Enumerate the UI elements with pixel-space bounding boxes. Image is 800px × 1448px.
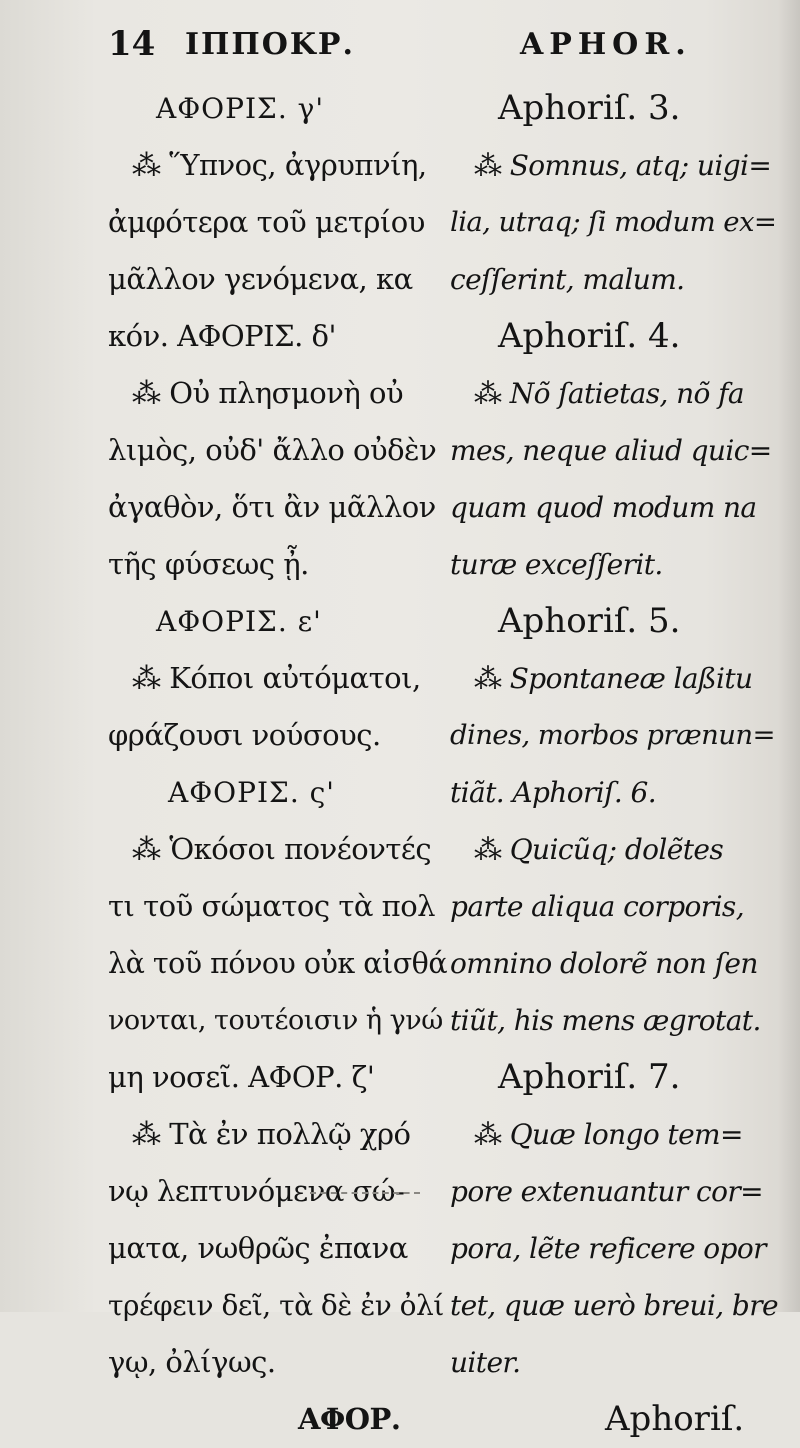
text-line: uiter. [450, 1346, 521, 1379]
text-line: ⁂ Κόποι αὐτόματοι, [132, 661, 421, 695]
aphorism-heading: ΑΦΟΡΙΣ. γ' [156, 92, 325, 125]
text-line: tiũt, his mens ægrotat. [450, 1004, 761, 1037]
text-line: ἀγαθὸν, ὅτι ἂν μᾶλλον [108, 490, 436, 524]
text-line: μη νοσεῖ. ΑΦΟΡ. ζ' [108, 1060, 375, 1094]
dashed-rule [310, 1192, 420, 1194]
page-edge-shadow [778, 0, 800, 1312]
latin-text-column [450, 80, 780, 1448]
text-line: quam quod modum na [450, 491, 757, 524]
text-line: ⁂ Quæ longo tem= [474, 1118, 743, 1151]
text-line: ⁂ Quicũq; dolẽtes [474, 833, 724, 866]
text-line: lia, utraq; ſi modum ex= [450, 206, 777, 238]
running-title-greek: ΙΠΠΟΚΡ. [185, 27, 355, 62]
aphorism-heading: ΑΦΟΡΙΣ. ς' [168, 776, 336, 809]
text-line: pora, lẽte reficere opor [450, 1232, 766, 1265]
text-line: νονται, τουτέοισιν ἡ γνώ [108, 1005, 443, 1036]
running-head [0, 24, 800, 74]
text-line: ⁂ Spontaneæ laßitu [474, 662, 753, 695]
text-line: ⁂ Οὐ πλησμονὴ οὐ [132, 376, 404, 410]
text-line: τῆς φύσεως ᾖ. [108, 547, 309, 581]
text-line: γῳ, ὀλίγως. [108, 1345, 276, 1379]
greek-text-column [108, 80, 448, 1448]
text-line: ⁂ Τὰ ἐν πολλῷ χρό [132, 1117, 411, 1151]
running-title-latin: APHOR. [520, 27, 692, 62]
aphorism-heading: Aphoriſ. 4. [498, 316, 681, 356]
text-line: ceſſerint, malum. [450, 263, 685, 296]
text-line: φράζουσι νούσους. [108, 718, 381, 752]
text-line: dines, morbos prænun= [450, 719, 775, 751]
page-number: 14 [108, 24, 156, 64]
text-line: ⁂ Ὁκόσοι πονέοντές [132, 832, 432, 866]
text-line: λὰ τοῦ πόνου οὐκ αἰσθά [108, 947, 448, 980]
text-line: τρέφειν δεῖ, τὰ δὲ ἐν ὀλί [108, 1289, 444, 1322]
text-line: μᾶλλον γενόμενα, κα [108, 262, 413, 296]
text-line: ματα, νωθρῶς ἐπανα [108, 1231, 408, 1265]
aphorism-heading: ΑΦΟΡΙΣ. ε' [156, 605, 322, 638]
text-line: parte aliqua corporis, [450, 890, 744, 923]
aphorism-heading: Aphoriſ. 3. [498, 88, 681, 128]
text-line: τι τοῦ σώματος τὰ πολ [108, 889, 436, 923]
text-line: tet, quæ uerò breui, bre [450, 1289, 778, 1322]
text-line: tiãt. Aphoriſ. 6. [450, 776, 657, 809]
text-line: νῳ λεπτυνόμενα σώ- [108, 1174, 405, 1208]
text-line: mes, neque aliud quic= [450, 434, 772, 467]
catchword: Aphoriſ. [605, 1399, 745, 1439]
text-line: pore extenuantur cor= [450, 1175, 763, 1208]
text-line: ⁂ Somnus, atq; uigi= [474, 149, 772, 182]
catchword: ΑΦΟΡ. [298, 1402, 401, 1436]
aphorism-heading: Aphoriſ. 7. [498, 1057, 681, 1097]
aphorism-heading: Aphoriſ. 5. [498, 601, 681, 641]
text-line: ἀμφότερα τοῦ μετρίου [108, 205, 425, 239]
text-line: omnino dolorẽ non ſen [450, 947, 758, 980]
text-line: λιμὸς, οὐδ' ἄλλο οὐδὲν [108, 433, 437, 467]
text-line: ⁂ Ὕπνος, ἀγρυπνίη, [132, 148, 427, 182]
text-line: ⁂ Nõ ſatietas, nõ fa [474, 377, 744, 410]
text-line: turæ exceſſerit. [450, 548, 663, 581]
text-line: κόν. ΑΦΟΡΙΣ. δ' [108, 319, 336, 353]
